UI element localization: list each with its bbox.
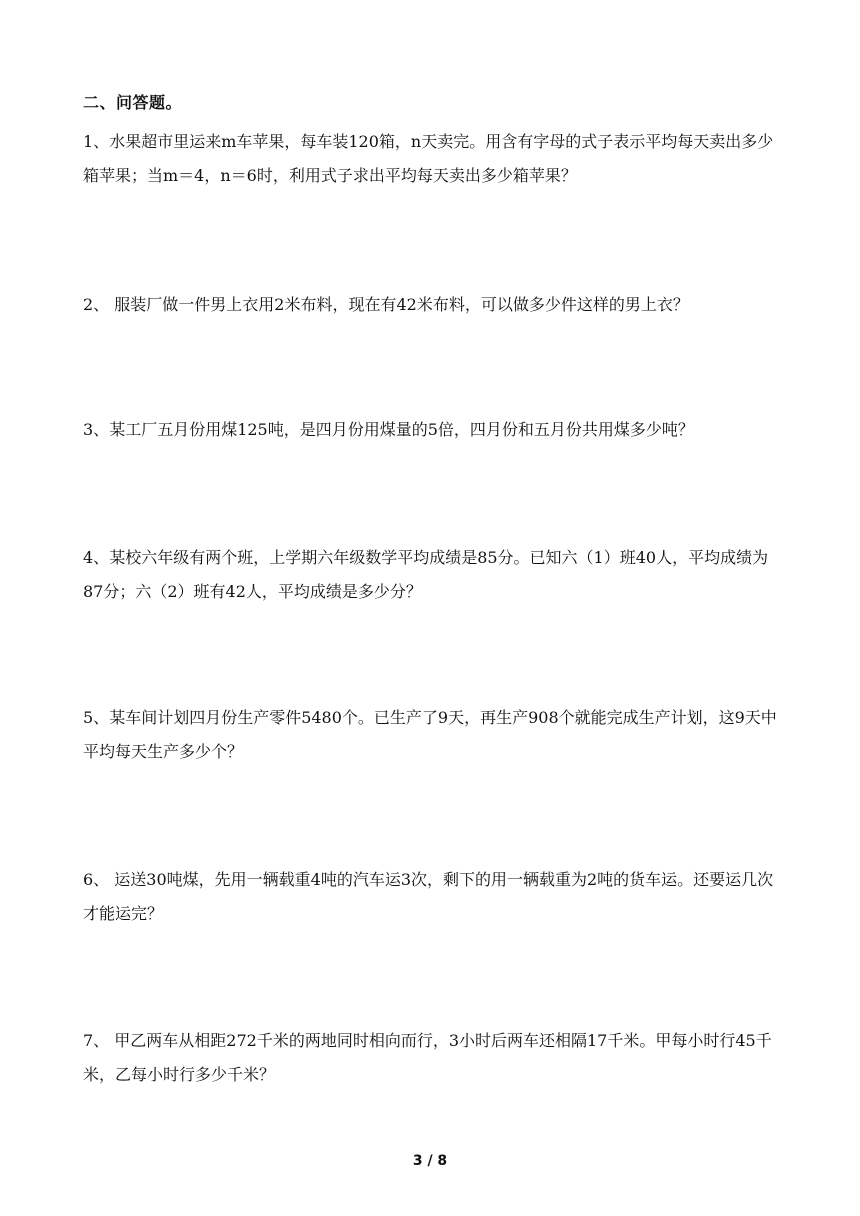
question-number: 6、 [83, 870, 115, 889]
question-number: 2、 [83, 295, 115, 314]
question-number: 4、 [83, 548, 110, 567]
question-4 [83, 541, 783, 609]
question-text: 服装厂做一件男上衣用2米布料，现在有42米布料，可以做多少件这样的男上衣？ [114, 295, 689, 314]
question-text: 某工厂五月份用煤125吨，是四月份用煤量的5倍，四月份和五月份共用煤多少吨？ [109, 420, 694, 439]
question-text: 水果超市里运来m车苹果，每车装120箱，n天卖完。用含有字母的式子表示平均每天卖出多少箱苹果；当m＝4，n＝6时，利用式子求出平均每天卖出多少箱苹果？ [83, 132, 774, 185]
question-text: 运送30吨煤，先用一辆载重4吨的汽车运3次，剩下的用一辆载重为2吨的货车运。还要运几次才能运完？ [83, 870, 774, 923]
question-2 [83, 288, 783, 322]
question-text: 某车间计划四月份生产零件5480个。已生产了9天，再生产908个就能完成生产计划，这9天中平均每天生产多少个？ [83, 708, 777, 761]
question-text: 某校六年级有两个班，上学期六年级数学平均成绩是85分。已知六（1）班40人，平均成绩为87分；六（2）班有42人，平均成绩是多少分？ [83, 548, 769, 601]
question-1 [83, 125, 783, 193]
question-number: 5、 [83, 708, 110, 727]
question-text: 甲乙两车从相距272千米的两地同时相向而行，3小时后两车还相隔17千米。甲每小时行45千米，乙每小时行多少千米？ [83, 1031, 772, 1084]
question-7 [83, 1024, 783, 1092]
question-number: 7、 [83, 1031, 115, 1050]
page-indicator: 3 / 8 [412, 1153, 448, 1169]
question-3 [83, 413, 783, 447]
question-5 [83, 701, 783, 769]
question-6 [83, 863, 783, 931]
question-number: 1、 [83, 132, 110, 151]
section-title: 二、问答题。 [83, 93, 183, 112]
question-number: 3、 [83, 420, 110, 439]
